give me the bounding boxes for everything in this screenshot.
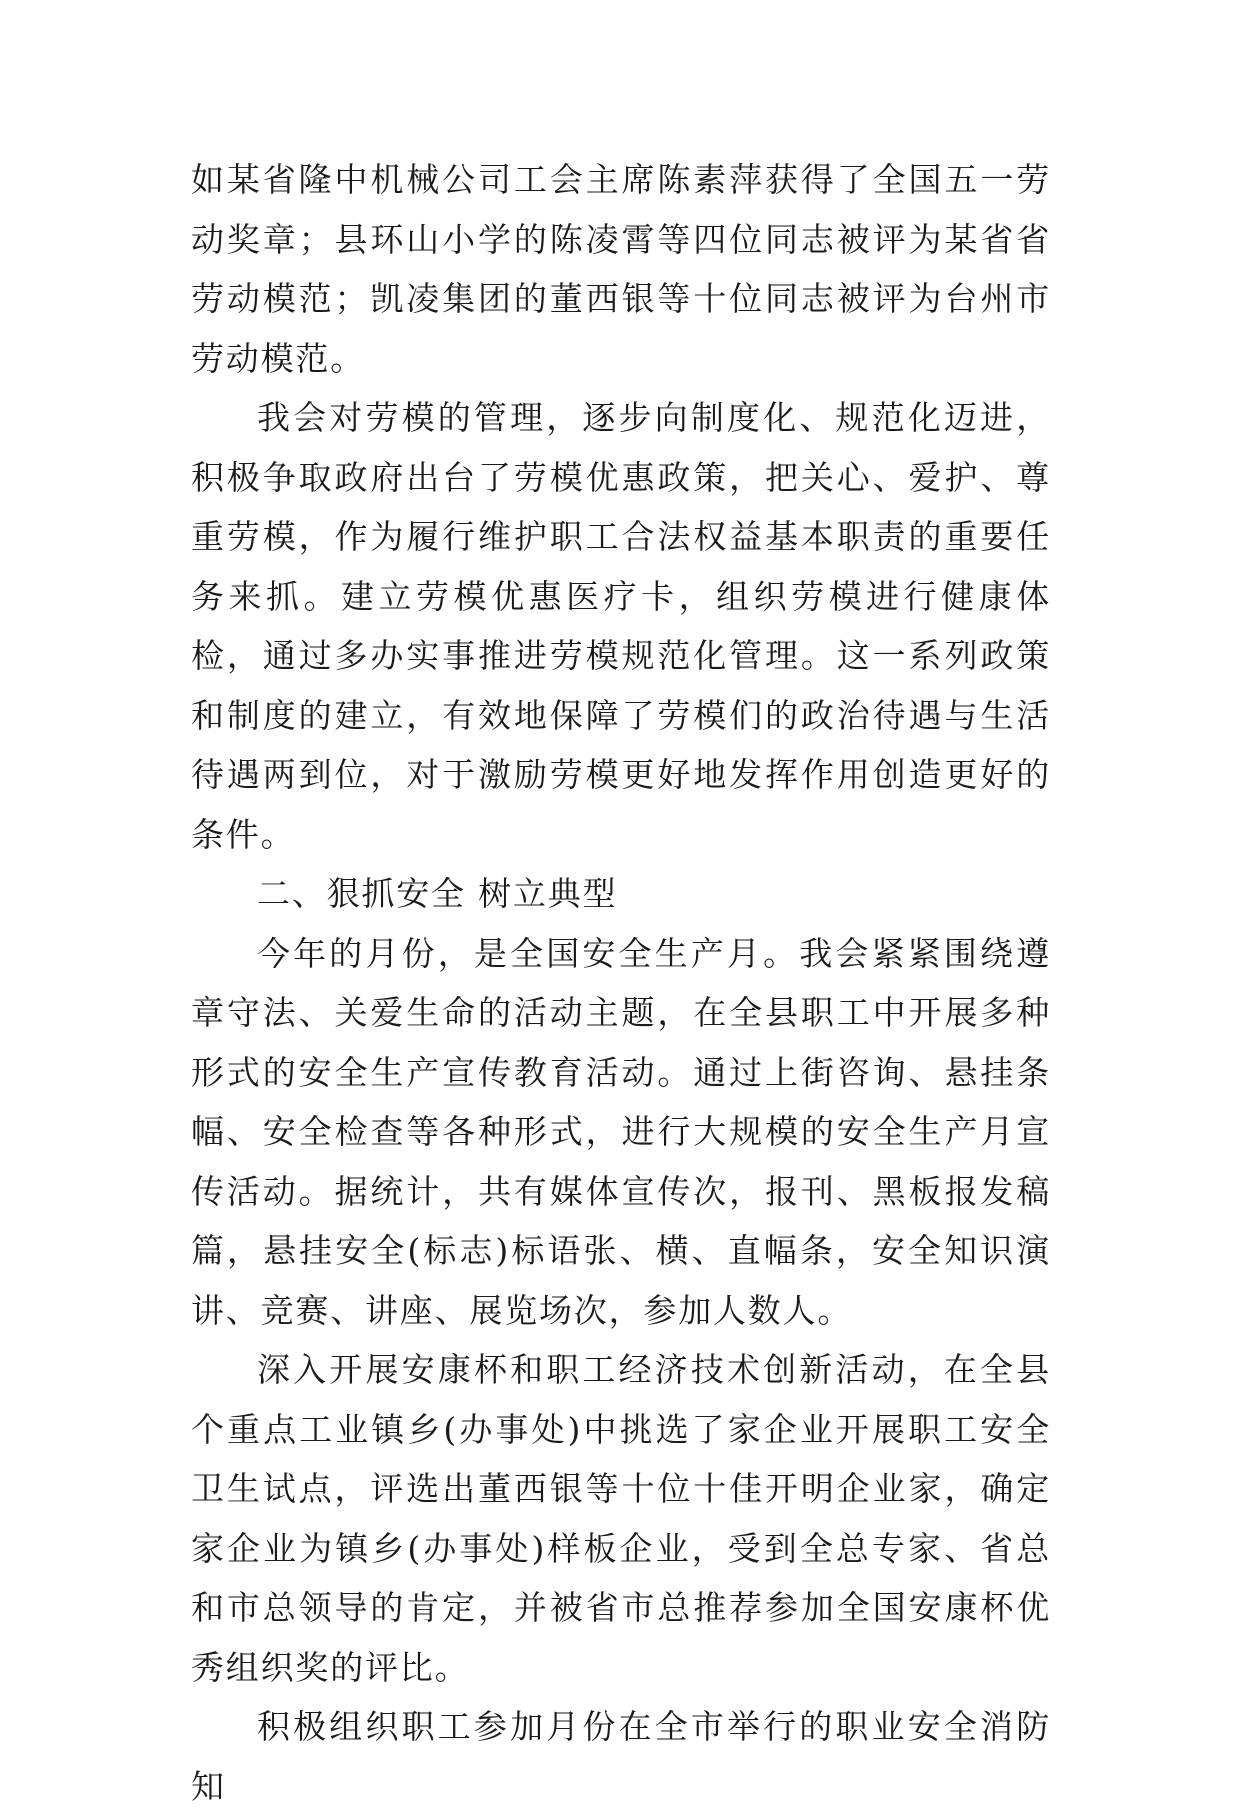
section-heading-safety: 二、狠抓安全 树立典型 [257,874,618,913]
paragraph-continuation: 如某省隆中机械公司工会主席陈素萍获得了全国五一劳动奖章；县环山小学的陈凌霄等四位同志被评为某省省劳动模范；凯凌集团的董西银等十位同志被评为台州市劳动模范。 [191,160,1051,378]
paragraph-model-worker-management: 我会对劳模的管理，逐步向制度化、规范化迈进，积极争取政府出台了劳模优惠政策，把关心、爱护、尊重劳模，作为履行维护职工合法权益基本职责的重要任务来抓。建立劳模优惠医疗卡，组织劳模进行健康体检，通过多办实事推进劳模规范化管理。这一系列政策和制度的建立，有效地保障了劳模们的政治待遇与生活待遇两到位，对于激励劳模更好地发挥作用创造更好的条件。 [191,398,1051,854]
paragraph-ankang-cup: 深入开展安康杯和职工经济技术创新活动，在全县个重点工业镇乡(办事处)中挑选了家企业开展职工安全卫生试点，评选出董西银等十位十佳开明企业家，确定家企业为镇乡(办事处)样板企业，受到全总专家、省总和市总领导的肯定，并被省市总推荐参加全国安康杯优秀组织奖的评比。 [191,1350,1051,1687]
paragraph-fire-safety: 积极组织职工参加月份在全市举行的职业安全消防知 [191,1707,1051,1806]
paragraph-safety-month: 今年的月份，是全国安全生产月。我会紧紧围绕遵章守法、关爱生命的活动主题，在全县职工中开展多种形式的安全生产宣传教育活动。通过上街咨询、悬挂条幅、安全检查等各种形式，进行大规模的安全生产月宣传活动。据统计，共有媒体宣传次，报刊、黑板报发稿篇，悬挂安全(标志)标语张、横、直幅条，安全知识演讲、竞赛、讲座、展览场次，参加人数人。 [191,933,1051,1330]
document-body [191,150,1051,1816]
